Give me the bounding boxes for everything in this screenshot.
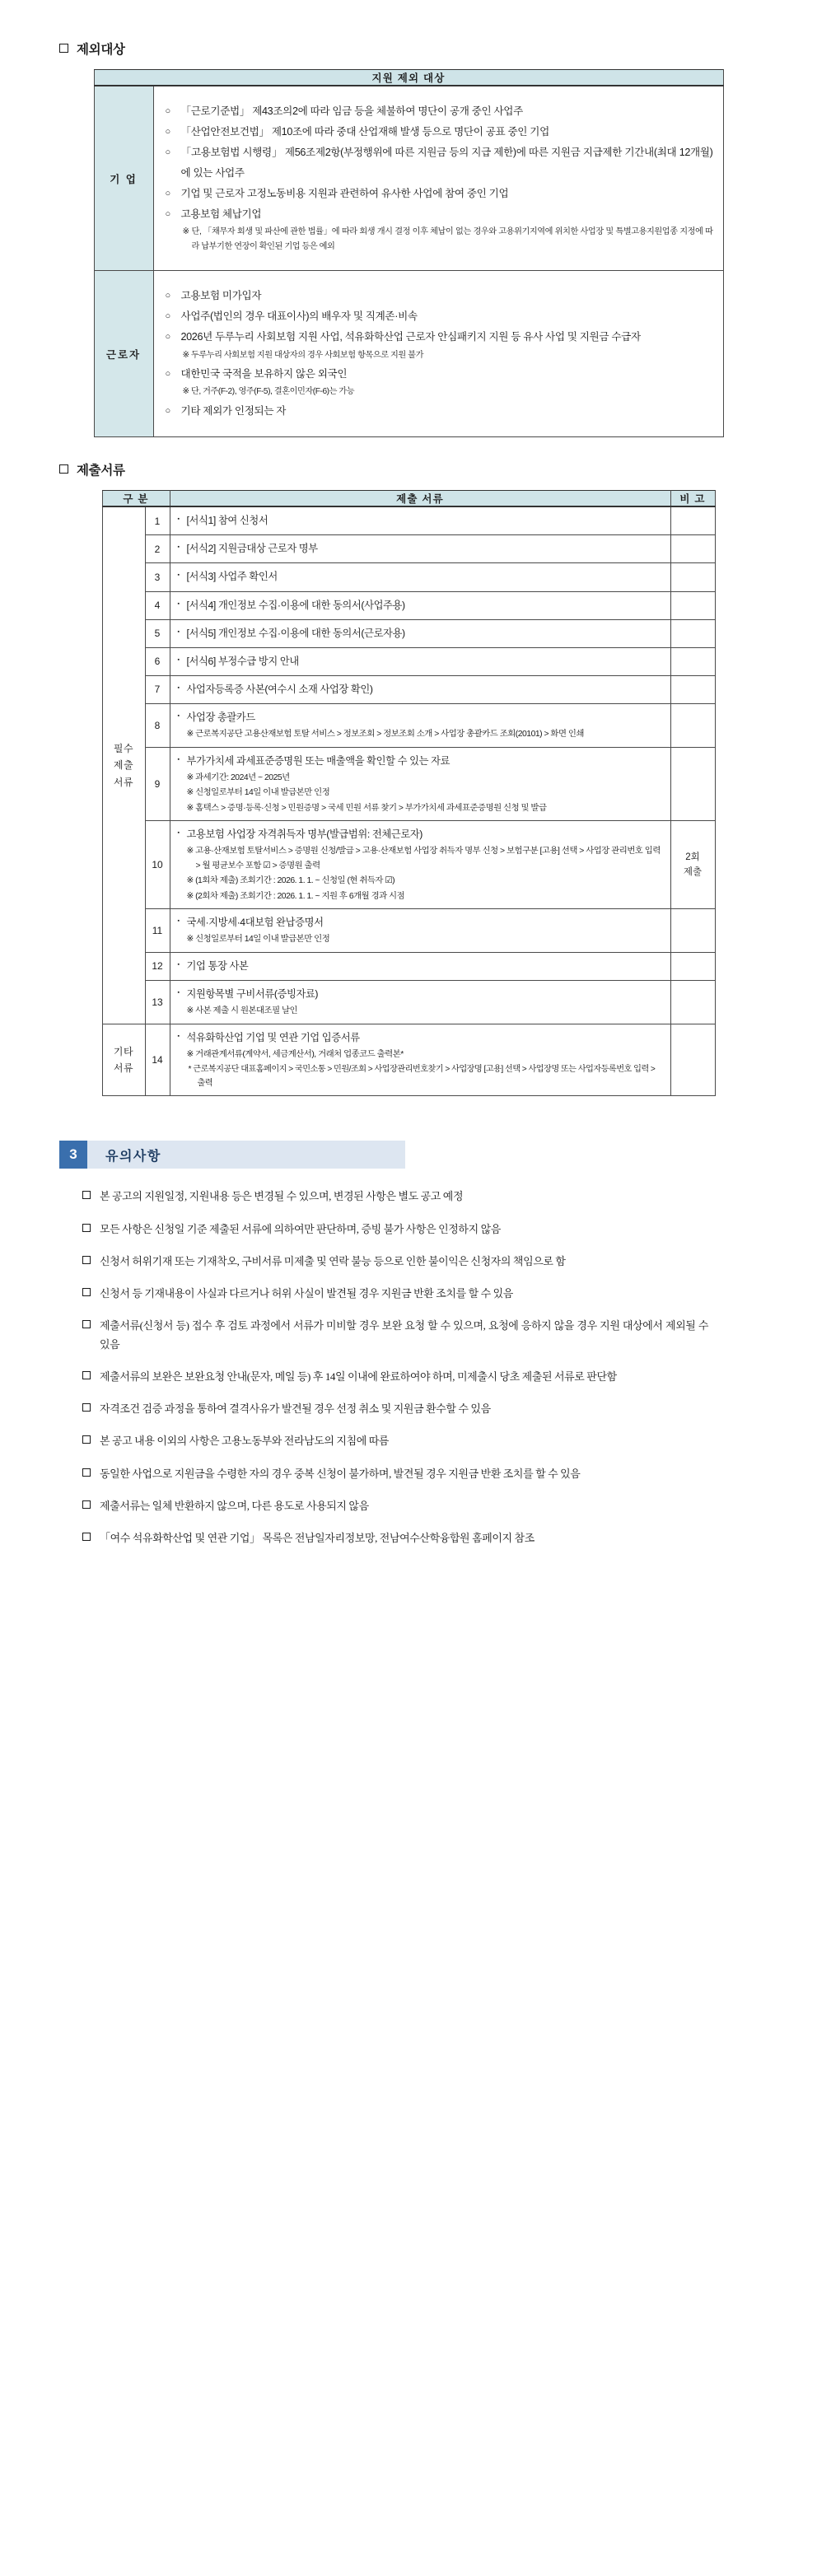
checkbox-icon (82, 1403, 91, 1412)
list-item-text: 대한민국 국적을 보유하지 않은 외국인 (180, 368, 348, 380)
table-row (102, 980, 715, 1024)
list-item (166, 306, 713, 326)
document-note: ※ (1회차 제출) 조회기간 : 2026. 1. 1. ~ 신청일 (현 취득자 ☑) (186, 876, 395, 886)
notice-item (82, 1464, 708, 1483)
group-label-line: 서류 (113, 776, 134, 788)
exclusion-table (94, 69, 724, 437)
row-number: 2 (145, 535, 170, 563)
list-item (166, 401, 713, 421)
checkbox-icon (82, 1435, 91, 1444)
document-title: ▪ [서식5] 개인정보 수집·이용에 대한 동의서(근로자용) (178, 625, 664, 642)
checkbox-icon (82, 1320, 91, 1328)
table-row (102, 747, 715, 821)
document-note: ※ 근로복지공단 고용산재보험 토탈 서비스 > 정보조회 > 정보조회 소개 > 사업장 총괄카드 조회(20101) > 화면 인쇄 (186, 730, 584, 740)
section-title: 유의사항 (87, 1141, 405, 1169)
remark-cell (670, 506, 715, 535)
document-note: ※ (2회차 제출) 조회기간 : 2026. 1. 1. ~ 지원 후 6개월 경과 시점 (186, 891, 405, 901)
document-cell (170, 821, 670, 909)
document-note: ※ 거래관계서류(계약서, 세금계산서), 거래처 업종코드 출력본* (186, 1049, 404, 1059)
remark-cell (670, 1024, 715, 1096)
row-number: 13 (145, 980, 170, 1024)
notice-text: 자격조건 검증 과정을 통하여 결격사유가 발견될 경우 선정 취소 및 지원금 환수할 수 있음 (100, 1402, 491, 1416)
row-number: 8 (145, 704, 170, 748)
table-row (102, 952, 715, 980)
document-cell (170, 647, 670, 675)
row-number: 9 (145, 747, 170, 821)
list-item-note: ※ 단, 「채무자 회생 및 파산에 관한 법률」에 따라 회생 개시 결정 이후 체납이 없는 경우와 고용위기지역에 위치한 사업장 및 특별고용지원업종 지정에 따라 납부기한 연장이 확인된 기업 등은 예외 (182, 227, 713, 251)
checkbox-icon (82, 1256, 91, 1264)
row-number: 3 (145, 563, 170, 591)
row-number: 11 (145, 909, 170, 953)
column-header-remark: 비 고 (670, 491, 715, 507)
table-row (102, 909, 715, 953)
group-label-line: 서류 (113, 1062, 134, 1075)
documents-heading-label: 제출서류 (77, 464, 125, 478)
row-number: 7 (145, 675, 170, 703)
document-cell (170, 563, 670, 591)
table-row (94, 271, 723, 437)
remark-cell (670, 909, 715, 953)
remark-cell (670, 952, 715, 980)
checkbox-icon (59, 44, 68, 53)
notice-item (82, 1316, 708, 1354)
document-star-note: * 근로복지공단 대표홈페이지 > 국민소통 > 민원/조회 > 사업장관리번호찾기 > 사업장명 [고용] 선택 > 사업장명 또는 사업자등록번호 입력 > 출력 (188, 1065, 656, 1089)
exclusion-group-label-worker: 근로자 (94, 271, 153, 437)
notice-text: 신청서 등 기재내용이 사실과 다르거나 허위 사실이 발견될 경우 지원금 반환 조치를 할 수 있음 (100, 1286, 513, 1300)
exclusion-list-company (166, 101, 713, 254)
document-cell (170, 535, 670, 563)
list-item (166, 122, 713, 142)
table-row (102, 506, 715, 535)
remark-cell (670, 675, 715, 703)
document-title: ▪ [서식1] 참여 신청서 (178, 512, 664, 530)
document-title: ▪ 기업 통장 사본 (178, 958, 664, 975)
list-item-text: 고용보험 체납기업 (180, 208, 262, 220)
document-title: ▪ [서식4] 개인정보 수집·이용에 대한 동의서(사업주용) (178, 597, 664, 614)
notice-item (82, 1431, 708, 1450)
notice-text: 제출서류의 보완은 보완요청 안내(문자, 메일 등) 후 14일 이내에 완료하여야 하며, 미제출시 당초 제출된 서류로 판단함 (100, 1370, 617, 1384)
document-title: ▪ 지원항목별 구비서류(증빙자료) (178, 986, 664, 1003)
list-item (166, 142, 713, 182)
exclusion-table-header: 지원 제외 대상 (94, 70, 723, 86)
documents-table-header-row (102, 491, 715, 507)
document-title: ▪ 사업자등록증 사본(여수시 소재 사업장 확인) (178, 681, 664, 698)
document-title: ▪ 고용보험 사업장 자격취득자 명부(발급범위: 전체근로자) (178, 826, 664, 843)
row-number: 1 (145, 506, 170, 535)
remark-cell (670, 619, 715, 647)
table-row (102, 704, 715, 748)
group-cell-required (102, 506, 145, 1024)
group-cell-other (102, 1024, 145, 1096)
remark-cell (670, 535, 715, 563)
group-label-line: 필수 (113, 742, 134, 754)
list-item-note: ※ 단, 거주(F-2), 영주(F-5), 결혼이민자(F-6)는 가능 (182, 387, 355, 397)
table-row (102, 591, 715, 619)
table-row (102, 535, 715, 563)
checkbox-icon (82, 1224, 91, 1232)
document-cell (170, 747, 670, 821)
notice-item (82, 1528, 708, 1547)
exclusion-group-label-company: 기 업 (94, 86, 153, 271)
document-cell (170, 952, 670, 980)
remark-cell (670, 980, 715, 1024)
table-row (102, 1024, 715, 1096)
list-item-text: 고용보험 미가입자 (180, 290, 262, 302)
notice-text: 동일한 사업으로 지원금을 수령한 자의 경우 중복 신청이 불가하며, 발견될 경우 지원금 반환 조치를 할 수 있음 (100, 1467, 581, 1480)
notice-item (82, 1399, 708, 1418)
row-number: 12 (145, 952, 170, 980)
notice-text: 제출서류는 일체 반환하지 않으며, 다른 용도로 사용되지 않음 (100, 1499, 369, 1512)
exclusion-list-worker (166, 286, 713, 421)
document-cell (170, 591, 670, 619)
list-item-text: 「고용보험법 시행령」 제56조제2항(부정행위에 따른 지원금 등의 지급 제한)에 따른 지원금 지급제한 기간내(최대 12개월)에 있는 사업주 (180, 147, 713, 179)
list-item (166, 364, 713, 399)
list-item-text: 「근로기준법」 제43조의2에 따라 임금 등을 체불하여 명단이 공개 중인 사업주 (180, 105, 523, 117)
notice-text: 본 공고 내용 이외의 사항은 고용노동부와 전라남도의 지침에 따름 (100, 1435, 390, 1448)
document-title: ▪ [서식6] 부정수급 방지 안내 (178, 653, 664, 670)
notice-item (82, 1367, 708, 1386)
list-item (166, 286, 713, 306)
exclusion-heading-label: 제외대상 (77, 43, 125, 57)
document-title: ▪ 부가가치세 과세표준증명원 또는 매출액을 확인할 수 있는 자료 (178, 753, 664, 770)
remark-cell (670, 647, 715, 675)
list-item (166, 101, 713, 121)
checkbox-icon (59, 464, 68, 474)
table-row (102, 675, 715, 703)
document-title: ▪ [서식3] 사업주 확인서 (178, 568, 664, 586)
document-note: ※ 홈택스 > 증명·등록·신청 > 민원증명 > 국세 민원 서류 찾기 > 부가가치세 과세표준증명원 신청 및 발급 (186, 803, 547, 813)
remark-cell (670, 591, 715, 619)
exclusion-group-body-company (153, 86, 723, 271)
notice-text: 모든 사항은 신청일 기준 제출된 서류에 의하여만 판단하며, 증빙 불가 사항은 인정하지 않음 (100, 1222, 501, 1235)
notice-item (82, 1187, 708, 1206)
list-item-text: 2026년 두루누리 사회보험 지원 사업, 석유화학산업 근로자 안심패키지 지원 등 유사 사업 및 지원금 수급자 (180, 331, 641, 343)
list-item-text: 기타 제외가 인정되는 자 (180, 404, 287, 417)
section-banner-notices (59, 1141, 405, 1169)
documents-table (102, 490, 716, 1096)
document-title: ▪ 석유화학산업 기업 및 연관 기업 입증서류 (178, 1029, 664, 1047)
table-row (102, 647, 715, 675)
exclusion-group-body-worker (153, 271, 723, 437)
table-row (102, 821, 715, 909)
exclusion-table-header-row (94, 70, 723, 86)
list-item (166, 184, 713, 203)
column-header-group: 구 분 (102, 491, 170, 507)
checkbox-icon (82, 1468, 91, 1477)
checkbox-icon (82, 1533, 91, 1541)
document-cell (170, 909, 670, 953)
document-cell (170, 675, 670, 703)
document-note: ※ 과세기간: 2024년 ~ 2025년 (186, 772, 290, 782)
document-note: ※ 신청일로부터 14일 이내 발급본만 인정 (186, 788, 330, 798)
notice-text: 본 공고의 지원일정, 지원내용 등은 변경될 수 있으며, 변경된 사항은 별도 공고 예정 (100, 1190, 464, 1203)
notice-text: 신청서 허위기재 또는 기재착오, 구비서류 미제출 및 연락 불능 등으로 인한 불이익은 신청자의 책임으로 함 (100, 1254, 566, 1267)
row-number: 5 (145, 619, 170, 647)
table-row (94, 86, 723, 271)
documents-heading (59, 460, 768, 478)
checkbox-icon (82, 1371, 91, 1379)
row-number: 6 (145, 647, 170, 675)
row-number: 10 (145, 821, 170, 909)
list-item-text: 기업 및 근로자 고정노동비용 지원과 관련하여 유사한 사업에 참여 중인 기업 (180, 187, 509, 199)
exclusion-heading (59, 40, 768, 58)
document-note: ※ 고용·산재보험 토탈서비스 > 증명원 신청/발급 > 고용·산재보험 사업장 취득자 명부 신청 > 보험구분 [고용] 선택 > 사업장 관리번호 입력 > 월 평균보수 포함 ☑ > 증명원 출력 (186, 847, 661, 870)
notice-item (82, 1496, 708, 1515)
list-item-text: 「산업안전보건법」 제10조에 따라 중대 산업재해 발생 등으로 명단이 공표 중인 기업 (180, 126, 549, 138)
remark-cell (670, 563, 715, 591)
notice-item (82, 1252, 708, 1271)
notice-item (82, 1284, 708, 1303)
group-label-line: 기타 (113, 1045, 134, 1057)
table-row (102, 563, 715, 591)
remark-cell (670, 821, 715, 909)
notice-item (82, 1220, 708, 1239)
checkbox-icon (82, 1500, 91, 1509)
list-item-note: ※ 두루누리 사회보험 지원 대상자의 경우 사회보험 항목으로 지원 불가 (182, 350, 423, 360)
remark-line: 제출 (683, 867, 703, 878)
row-number: 4 (145, 591, 170, 619)
column-header-docs: 제출 서류 (170, 491, 670, 507)
table-row (102, 619, 715, 647)
remark-cell (670, 747, 715, 821)
document-title: ▪ 국세·지방세·4대보험 완납증명서 (178, 914, 664, 931)
document-note: ※ 사본 제출 시 원본대조필 날인 (186, 1006, 298, 1016)
document-title: ▪ [서식2] 지원금대상 근로자 명부 (178, 540, 664, 558)
notice-text: 「여수 석유화학산업 및 연관 기업」 목록은 전남일자리정보망, 전남여수산학융합원 홈페이지 참조 (100, 1531, 535, 1544)
document-cell (170, 704, 670, 748)
notice-text: 제출서류(신청서 등) 접수 후 검토 과정에서 서류가 미비할 경우 보완 요청 할 수 있으며, 요청에 응하지 않을 경우 지원 대상에서 제외될 수 있음 (100, 1318, 708, 1351)
document-cell (170, 1024, 670, 1096)
document-cell (170, 619, 670, 647)
list-item (166, 327, 713, 362)
remark-cell (670, 704, 715, 748)
section-number: 3 (59, 1141, 87, 1169)
document-cell (170, 506, 670, 535)
list-item-text: 사업주(법인의 경우 대표이사)의 배우자 및 직계존·비속 (180, 310, 418, 323)
list-item (166, 204, 713, 254)
document-cell (170, 980, 670, 1024)
document-title: ▪ 사업장 총괄카드 (178, 709, 664, 726)
checkbox-icon (82, 1191, 91, 1199)
group-label-line: 제출 (113, 759, 134, 772)
checkbox-icon (82, 1288, 91, 1296)
remark-line: 2회 (685, 852, 700, 862)
notice-list (82, 1187, 708, 1547)
row-number: 14 (145, 1024, 170, 1096)
document-note: ※ 신청일로부터 14일 이내 발급본만 인정 (186, 935, 330, 945)
